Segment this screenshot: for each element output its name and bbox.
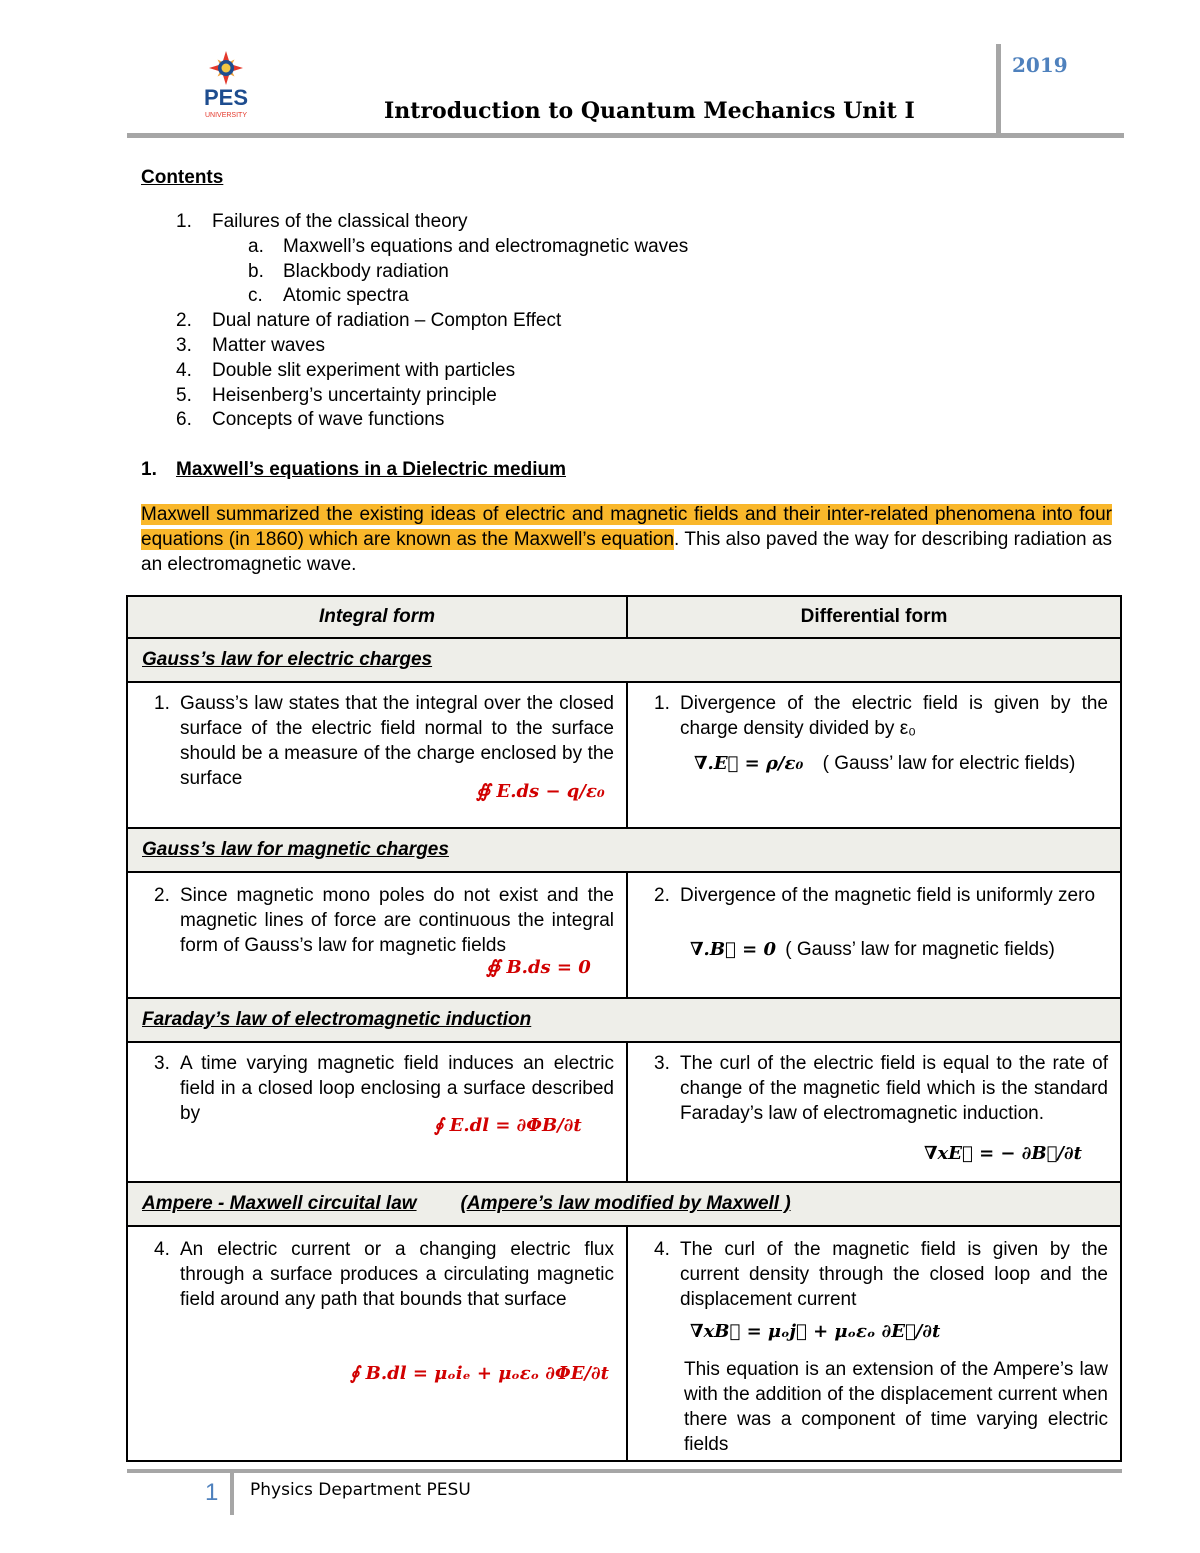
intro-paragraph	[141, 502, 1112, 577]
section-number: 1.	[141, 459, 157, 480]
item-number: 1.	[154, 693, 170, 714]
item-number: 3.	[654, 1053, 670, 1074]
band-title: Ampere - Maxwell circuital law (Ampere’s law modified by Maxwell )	[142, 1193, 791, 1214]
page-number: 1	[205, 1479, 219, 1506]
section-title: Maxwell’s equations in a Dielectric medium	[176, 459, 566, 480]
header-rule	[127, 133, 1124, 138]
band-title: Gauss’s law for electric charges	[142, 649, 433, 670]
toc-subitem: a. Maxwell’s equations and electromagnetic waves	[248, 235, 689, 257]
toc-subitem: b. Blackbody radiation	[248, 260, 449, 282]
footer-text: Physics Department PESU	[250, 1480, 471, 1500]
integral-description: A time varying magnetic field induces an electric field in a closed loop enclosing a surface described by	[180, 1053, 614, 1124]
equation-note: This equation is an extension of the Ampere’s law with the addition of the displacement current when there was a component of time varying electric fields	[684, 1359, 1108, 1455]
toc-item: 5. Heisenberg’s uncertainty principle	[176, 384, 497, 406]
integral-description: Since magnetic mono poles do not exist and the magnetic lines of force are continuous the integral form of Gauss’s law for magnetic fields	[180, 885, 614, 956]
toc-item: 6. Concepts of wave functions	[176, 409, 445, 431]
pes-university-logo	[196, 50, 256, 122]
differential-description: The curl of the electric field is equal to the rate of change of the magnetic field which is the standard Faraday’s law of electromagnetic induction.	[680, 1053, 1108, 1124]
toc-item: 1. Failures of the classical theory	[176, 211, 468, 232]
year-label: 2019	[1012, 53, 1068, 77]
differential-cell-2	[626, 871, 1122, 999]
band-title: Faraday’s law of electromagnetic induction	[142, 1009, 532, 1030]
paragraph-text: . This also paved the way for describing radiation as an electromagnetic wave.	[141, 529, 1113, 575]
section-band-faraday	[126, 997, 1122, 1043]
document-title: Introduction to Quantum Mechanics Unit I	[384, 98, 915, 124]
footer-rule	[127, 1469, 1122, 1473]
maxwell-equations-table	[126, 595, 1122, 1462]
section-band-ampere-maxwell	[126, 1181, 1122, 1227]
integral-equation: ∮ B.dl = μₒiₑ + μₒεₒ ∂ΦE/∂t	[350, 1363, 609, 1384]
table-of-contents	[141, 209, 841, 432]
integral-cell-4	[126, 1225, 628, 1462]
equation-note: ( Gauss’ law for electric fields)	[822, 753, 1076, 774]
band-title: Gauss’s law for magnetic charges	[142, 839, 449, 860]
item-number: 4.	[154, 1239, 170, 1260]
integral-cell-1	[126, 681, 628, 829]
section-band-gauss-magnetic	[126, 827, 1122, 873]
integral-description: Gauss’s law states that the integral over the closed surface of the electric field normal to the surface should be a measure of the charge enclosed by the surface	[180, 693, 614, 789]
differential-equation: ∇xB⃗ = μₒj⃗ + μₒεₒ ∂E⃗/∂t	[690, 1321, 941, 1342]
differential-description: Divergence of the electric field is given by the charge density divided by ε₀	[680, 693, 1108, 739]
contents-heading: Contents	[141, 167, 224, 188]
footer-vertical-rule	[230, 1469, 234, 1515]
section-heading	[141, 457, 566, 482]
logo-subtext: UNIVERSITY	[204, 112, 248, 119]
integral-cell-3	[126, 1041, 628, 1183]
logo-text: PES	[203, 85, 249, 110]
column-header-integral: Integral form	[126, 595, 628, 639]
toc-item: 2. Dual nature of radiation – Compton Effect	[176, 310, 562, 332]
item-number: 4.	[654, 1239, 670, 1260]
column-header-differential: Differential form	[626, 595, 1122, 639]
differential-equation: ∇.E⃗ = ρ/ε₀	[694, 753, 804, 774]
integral-equation: ∮ E.dl = ∂ΦB/∂t	[434, 1115, 582, 1136]
differential-equation: ∇xE⃗ = − ∂B⃗/∂t	[924, 1143, 1082, 1164]
differential-description: The curl of the magnetic field is given by the current density through the closed loop and the displacement current	[680, 1239, 1108, 1310]
header-vertical-rule	[996, 44, 1001, 136]
highlighted-text: Maxwell summarized the existing ideas of electric and magnetic fields and their inter-related phenomena into four equations (in 1860) which are known as the Maxwell’s equation	[141, 504, 1112, 550]
differential-equation-line	[690, 937, 1055, 962]
integral-equation: ∯ E.ds − q/ε₀	[476, 781, 605, 802]
integral-description: An electric current or a changing electric flux through a surface produces a circulating magnetic field around any path that bounds that surface	[180, 1239, 614, 1310]
toc-item: 4. Double slit experiment with particles	[176, 359, 516, 381]
item-number: 1.	[654, 693, 670, 714]
differential-equation: ∇.B⃗ = 0	[690, 939, 776, 960]
item-number: 3.	[154, 1053, 170, 1074]
integral-cell-2	[126, 871, 628, 999]
differential-cell-1	[626, 681, 1122, 829]
toc-subitem: c. Atomic spectra	[248, 285, 409, 307]
differential-description: Divergence of the magnetic field is uniformly zero	[680, 885, 1096, 906]
integral-equation: ∯ B.ds = 0	[486, 957, 591, 978]
toc-item: 3. Matter waves	[176, 334, 325, 356]
item-number: 2.	[654, 885, 670, 906]
section-band-gauss-electric	[126, 637, 1122, 683]
item-number: 2.	[154, 885, 170, 906]
differential-cell-3	[626, 1041, 1122, 1183]
differential-equation-line	[694, 751, 1075, 776]
differential-cell-4	[626, 1225, 1122, 1462]
equation-note: ( Gauss’ law for magnetic fields)	[785, 939, 1055, 960]
